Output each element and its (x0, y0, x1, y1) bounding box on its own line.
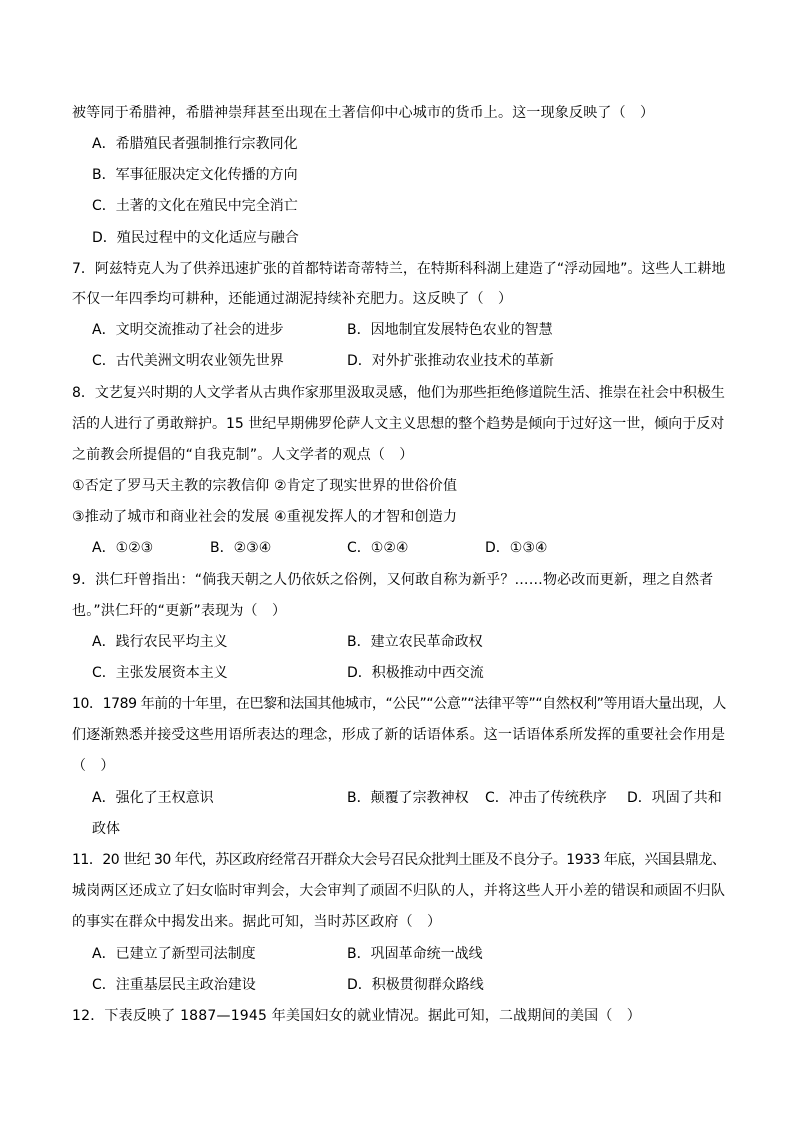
q9-option-a[interactable]: A．践行农民平均主义 (92, 634, 228, 650)
q10-stem-line-1: 10．1789 年前的十年里，在巴黎和法国其他城市，“公民”“公意”“法律平等”“自然权利”等用语大量出现，人 (72, 696, 726, 712)
q8-option-a[interactable]: A．①②③ (92, 540, 154, 556)
q6-option-d[interactable]: D．殖民过程中的文化适应与融合 (92, 230, 299, 246)
q8-stem-line-1: 8．文艺复兴时期的人文学者从古典作家那里汲取灵感，他们为那些拒绝修道院生活、推崇在社会中积极生 (72, 385, 725, 401)
q7-option-d[interactable]: D．对外扩张推动农业技术的革新 (347, 353, 554, 369)
q8-option-c[interactable]: C．①②④ (347, 540, 409, 556)
q8-items-line-1: ①否定了罗马天主教的宗教信仰 ②肯定了现实世界的世俗价值 (72, 478, 458, 494)
q10-stem-line-3: （ ） (72, 758, 115, 774)
q8-option-d[interactable]: D．①③④ (485, 540, 548, 556)
q8-stem-line-3: 之前教会所提倡的“自我克制”。人文学者的观点（ ） (72, 447, 414, 463)
q11-option-a[interactable]: A．已建立了新型司法制度 (92, 946, 256, 962)
q9-option-c[interactable]: C．主张发展资本主义 (92, 665, 228, 681)
q8-option-b[interactable]: B．②③④ (210, 540, 272, 556)
q6-option-a[interactable]: A．希腊殖民者强制推行宗教同化 (92, 136, 298, 152)
q8-items-line-2: ③推动了城市和商业社会的发展 ④重视发挥人的才智和创造力 (72, 509, 458, 525)
q9-option-b[interactable]: B．建立农民革命政权 (347, 634, 483, 650)
q10-option-b[interactable]: B．颠覆了宗教神权 (347, 790, 469, 806)
q9-stem-line-1: 9．洪仁玕曾指出：“倘我天朝之人仍依妖之俗例，又何敢自称为新乎？……物必改而更新，理之自然者 (72, 572, 714, 588)
q7-option-c[interactable]: C．古代美洲文明农业领先世界 (92, 353, 284, 369)
q10-stem-line-2: 们逐渐熟悉并接受这些用语所表达的理念，形成了新的话语体系。这一话语体系所发挥的重要社会作用是 (72, 727, 726, 743)
q11-option-b[interactable]: B．巩固革命统一战线 (347, 946, 483, 962)
q11-stem-line-3: 的事实在群众中揭发出来。据此可知，当时苏区政府（ ） (72, 914, 442, 930)
q10-option-c[interactable]: C．冲击了传统秩序 (485, 790, 607, 806)
q7-option-a[interactable]: A．文明交流推动了社会的进步 (92, 322, 284, 338)
q7-option-b[interactable]: B．因地制宜发展特色农业的智慧 (347, 322, 553, 338)
q11-option-d[interactable]: D．积极贯彻群众路线 (347, 977, 484, 993)
q6-option-c[interactable]: C．土著的文化在殖民中完全消亡 (92, 198, 298, 214)
q11-option-c[interactable]: C．注重基层民主政治建设 (92, 977, 256, 993)
q11-stem-line-1: 11．20 世纪 30 年代，苏区政府经常召开群众大会号召民众批判土匪及不良分子。1933 年底，兴国县鼎龙、 (72, 852, 726, 868)
q9-stem-line-2: 也。”洪仁玕的“更新”表现为（ ） (72, 603, 287, 619)
q7-stem-line-2: 不仅一年四季均可耕种，还能通过湖泥持续补充肥力。这反映了（ ） (72, 291, 513, 307)
q10-option-d[interactable]: D．巩固了共和 (627, 790, 722, 806)
q7-stem-line-1: 7．阿兹特克人为了供养迅速扩张的首都特诺奇蒂特兰，在特斯科科湖上建造了“浮动园地”。这些人工耕地 (72, 261, 726, 277)
q6-stem-line-1: 被等同于希腊神，希腊神崇拜甚至出现在土著信仰中心城市的货币上。这一现象反映了（ ） (72, 105, 655, 121)
q8-stem-line-2: 活的人进行了勇敢辩护。15 世纪早期佛罗伦萨人文主义思想的整个趋势是倾向于过好这一世，倾向于反对 (72, 416, 725, 432)
q10-option-a[interactable]: A．强化了王权意识 (92, 790, 214, 806)
q6-option-b[interactable]: B．军事征服决定文化传播的方向 (92, 167, 298, 183)
q9-option-d[interactable]: D．积极推动中西交流 (347, 665, 484, 681)
q11-stem-line-2: 城岗两区还成立了妇女临时审判会，大会审判了顽固不归队的人，并将这些人开小差的错误和顽固不归队 (72, 883, 726, 899)
q10-option-d-continued: 政体 (92, 821, 120, 837)
q12-stem-line-1: 12．下表反映了 1887—1945 年美国妇女的就业情况。据此可知，二战期间的美国（ ） (72, 1008, 641, 1024)
